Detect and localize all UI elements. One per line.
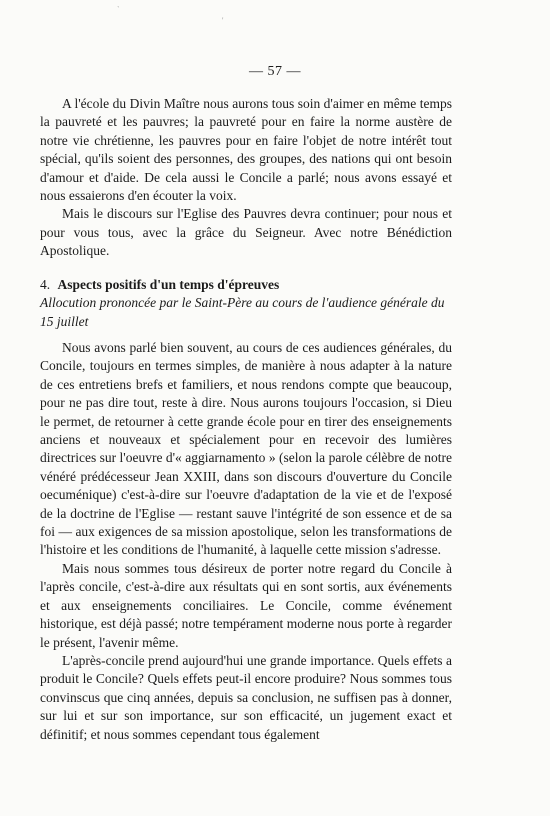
paragraph: A l'école du Divin Maître nous aurons tous soin d'aimer en même temps la pauvreté et les pauvres; la pauvreté pour en faire la norme austère de notre vie chrétienne, les pauvres pour en faire l'objet de notre intérêt tout spécial, qu'ils soient des personnes, des groupes, des nations qui ont besoin d'amour et d'aide. De cela aussi le Concile a parlé; nous avons essayé et nous essaierons d'en écouter la voix.	[40, 96, 452, 204]
text-block-top	[40, 95, 452, 261]
section-subtitle: Allocution prononcée par le Saint-Père au cours de l'audience générale du 15 juillet	[40, 295, 445, 329]
paragraph: Nous avons parlé bien souvent, au cours de ces audiences générales, du Concile, toujours en termes simples, de manière à nous adapter à la nature de ces entretiens brefs et familiers, et nous rendons compte que beaucoup, pour ne pas dire tout, reste à dire. Nous aurons toujours l'occasion, si Dieu le permet, de retourner à cette grande école pour en tirer des enseignements anciens et nouveaux et spécialement pour en recevoir des lumières directrices sur l'oeuvre d'« aggiarnamento » (selon la parole célèbre de notre vénéré prédécesseur Jean XXIII, dans son discours d'ouverture du Concile oecuménique) c'est-à-dire sur l'oeuvre d'adaptation de la vie et de l'exposé de la doctrine de l'Eglise — restant sauve l'intégrité de son essence et de sa foi — aux exigences de sa mission apostolique, selon les transformations de l'histoire et les conditions de l'humanité, à laquelle cette mission s'adresse.	[40, 340, 452, 558]
paragraph: Mais le discours sur l'Eglise des Pauvres devra continuer; pour nous et pour vous tous, avec la grâce du Seigneur. Avec notre Bénédiction Apostolique.	[40, 206, 452, 259]
scan-mark: '	[222, 16, 224, 25]
section-number: 4.	[40, 277, 51, 292]
section-heading	[40, 276, 452, 331]
section-title: Aspects positifs d'un temps d'épreuves	[57, 277, 280, 292]
paragraph: Mais nous sommes tous désireux de porter notre regard du Concile à l'après concile, c'est-à-dire aux résultats qui en sont sortis, aux événements et aux enseignements conciliaires. Le Concile, comme événement historique, est déjà passé; notre tempérament moderne nous porte à regarder le présent, l'avenir même.	[40, 560, 452, 650]
page-number: — 57 —	[249, 64, 301, 79]
scan-mark: `	[117, 5, 120, 14]
text-block-bottom	[40, 339, 452, 744]
paragraph: L'après-concile prend aujourd'hui une grande importance. Quels effets a produit le Concile? Quels effets peut-il encore produire? Nous sommes tous convinscus que cinq années, depuis sa conclusion, ne suffisen pas à donner, sur lui et sur son importance, sur son efficacité, un jugement exact et définitif; et nous sommes cependant tous également	[40, 652, 452, 742]
